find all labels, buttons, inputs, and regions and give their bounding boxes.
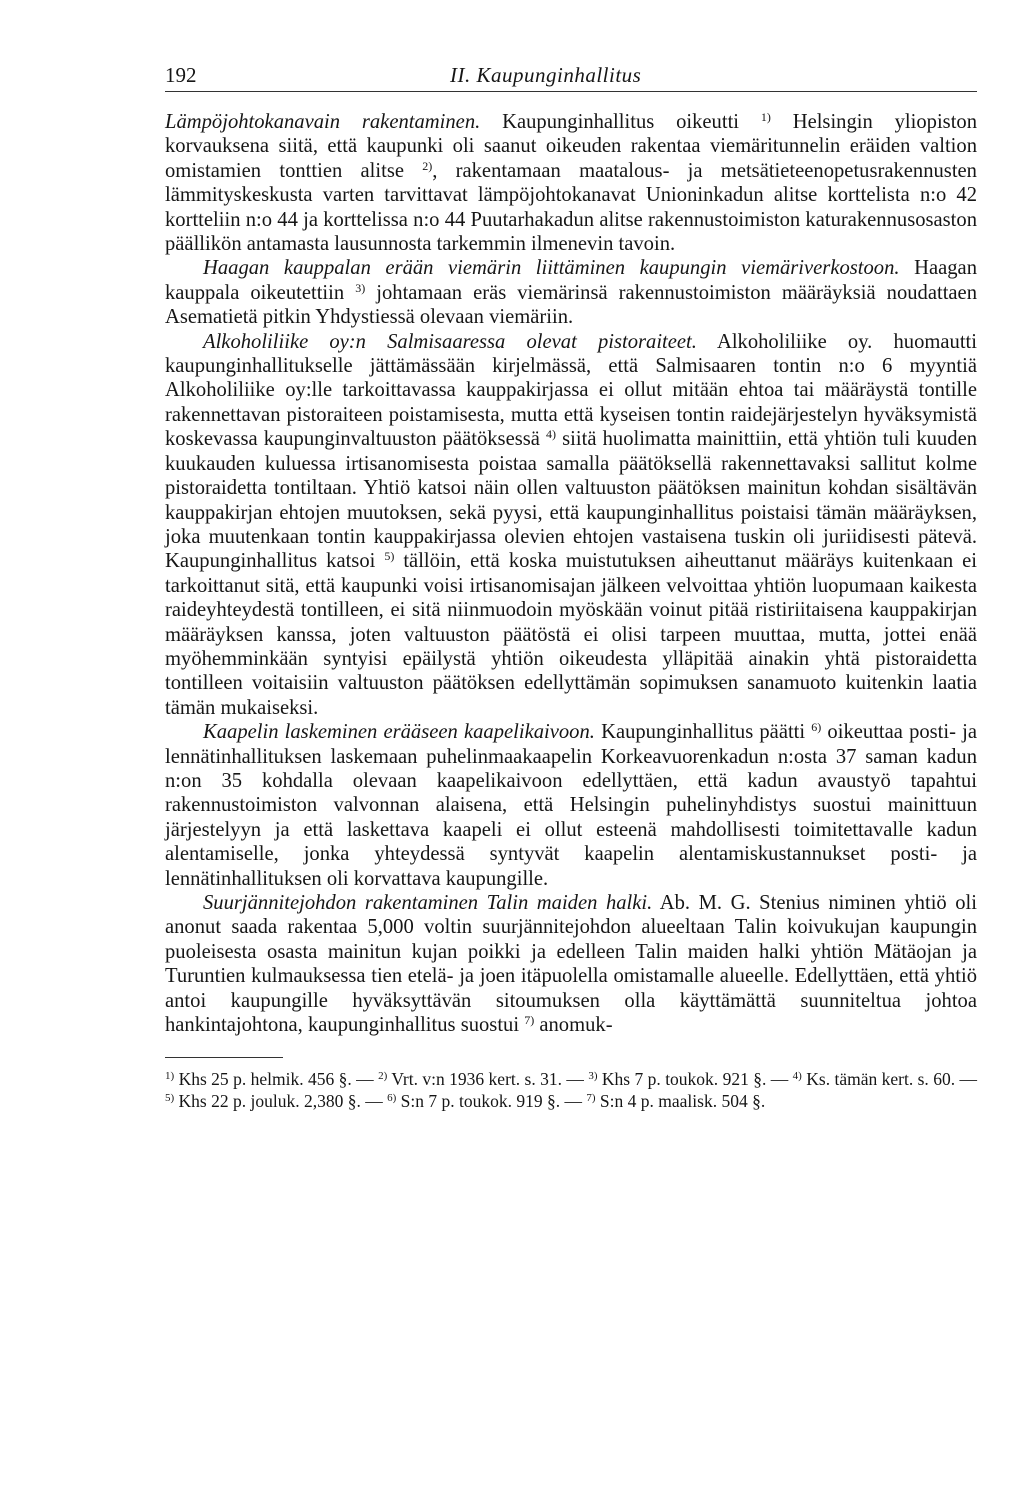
text-run: johtamaan eräs viemärinsä rakennustoimiston määräyksiä noudattaen Asematietä pitkin Yhdystiessä olevaan viemäriin. [165, 281, 977, 329]
footnote-reference: 4) [546, 427, 557, 442]
text-run: , rakentamaan maatalous- ja metsätieteenopetusrakennusten lämmityskeskusta varten tarvittavat lämpöjohtokanavat Unioninkadun alitse korttelista n:o 42 kortteliin n:o 44 ja korttelissa n:o 44 Puutarhakadun alitse rakennustoimiston katurakennusosaston päällikön antamasta lausunnosta tarkemmin ilmenevin tavoin. [165, 159, 977, 256]
section-heading: Haagan kauppalan erään viemärin liittäminen kaupungin viemäriverkostoon. [203, 257, 900, 280]
text-run: siitä huolimatta mainittiin, että yhtiön tuli kuuden kuukauden kuluessa irtisanomisesta poistaa samalla päätöksellä rakennettavaksi sallitut kolme pistoraidetta tontiltaan. Yhtiö katsoi näin ollen valtuuston päätöksen mainitun kohdan sisältävän kauppakirjan ehtojen muutoksen, sekä pyysi, että kaupunginhallitus poistaisi tämän määräyksen, joka muutenkaan tontin kauppakirjassa olevien ehtojen vastaisena tuskin oli juriidisesti pätevä. Kaupunginhallitus katsoi [165, 428, 978, 573]
text-run: tällöin, että koska muistutuksen aiheuttanut määräys kuitenkaan ei tarkoittanut sitä, että kaupunki voisi irtisanomisajan jälkeen velvoittaa yhtiön luopumaan kaikesta raideyhteydestä tontilleen, ei sitä niinmuodoin myöskään voinut pitää ristiriitaisena kauppakirjan määräyksen kanssa, joten valtuuston päätöstä ei olisi tarpeen muuttaa, mutta, jottei enää myöhemminkään syntyisi epäilystä yhtiön oikeudesta ylläpitää ainakin yhtä pistoraidetta tontilleen voitaisiin valtuuston päätöksen edellyttämän sopimuksen sanamuoto kuitenkin laatia tämän mukaiseksi. [165, 550, 977, 719]
text-run: S:n 4 p. maalisk. 504 §. [595, 1091, 766, 1112]
footnote-divider [165, 1057, 283, 1058]
paragraph [165, 256, 977, 329]
page-number: 192 [165, 63, 197, 87]
text-run: Khs 25 p. helmik. 456 §. — [174, 1069, 379, 1090]
section-heading: Kaapelin laskeminen erääseen kaapelikaivoon. [203, 721, 595, 744]
text-run: Alkoholiliike oy. huomautti kaupunginhallitukselle jättämässään kirjelmässä, että Salmisaaren tontin n:o 6 myyntiä Alkoholiliike oy:lle tarkoittavassa kauppakirjassa ei ollut mitään ehtoa tai määräystä tontille rakennettavan pistoraiteen poistamisesta, mutta että kyseisen tontin raidejärjestelyn hyväksymistä koskevassa kaupunginvaltuuston päätöksessä [165, 330, 977, 451]
footnote-reference: 5) [165, 1092, 175, 1105]
text-run: oikeuttaa posti- ja lennätinhallituksen laskemaan puhelinmaakaapelin Korkeavuorenkadun n:osta 37 saman kadun n:on 35 kohdalla olevaan kaapelikaivoon edellyttäen, että kadun avaustyö tapahtui rakennustoimiston valvonnan alaisena, että Helsingin puhelinyhdistys suostui mainittuun järjestelyyn ja että laskettava kaapeli ei ollut esteenä mahdollisesti toimitettavalle kadun alentamiselle, jonka yhteydessä syntyvät kaapelin alentamiskustannukset posti- ja lennätinhallituksen oli korvattava kaupungille. [165, 721, 977, 890]
footnote-reference: 7) [524, 1013, 535, 1028]
text-run: Helsingin yliopiston korvauksena siitä, että kaupunki oli saanut oikeuden rakentaa viemäritunnelin eräiden valtion omistamien tonttien alitse [165, 111, 978, 182]
paragraph [165, 891, 977, 1037]
section-heading: Suurjännitejohdon rakentaminen Talin maiden halki. [203, 892, 653, 914]
text-run: S:n 7 p. toukok. 919 §. — [396, 1091, 587, 1112]
footnote-reference: 4) [792, 1070, 802, 1083]
text-run: Khs 22 p. jouluk. 2,380 §. — [174, 1091, 388, 1112]
text-run: Haagan kauppala oikeutettiin [165, 257, 977, 304]
paragraph [165, 720, 977, 891]
footnote-reference: 3) [588, 1070, 598, 1083]
text-run: Vrt. v:n 1936 kert. s. 31. — [387, 1069, 589, 1090]
text-run: Ks. tämän kert. s. 60. — [801, 1069, 977, 1090]
text-run: Kaupunginhallitus päätti [594, 721, 812, 744]
text-run: anomuk- [534, 1014, 613, 1037]
section-heading: Alkoholiliike oy:n Salmisaaressa olevat pistoraiteet. [203, 330, 697, 353]
running-head [165, 55, 977, 92]
running-title: II. Kaupunginhallitus [450, 63, 642, 87]
footnotes [165, 1068, 977, 1112]
footnote-reference: 3) [355, 280, 366, 295]
paragraph-text [165, 331, 977, 719]
text-run: Khs 7 p. toukok. 921 §. — [597, 1069, 793, 1090]
footnote-reference: 2) [378, 1070, 388, 1083]
footnote-reference: 6) [387, 1092, 397, 1105]
text-run: Ab. M. G. Stenius niminen yhtiö oli anonut saada rakentaa 5,000 voltin suurjännitejohdon alueeltaan Talin koivukujan kaupungin puoleisesta osasta mainitun kujan poikki ja edelleen Talin maiden halki yhtiön Mätäojan ja Turuntien kulmauksessa tien etelä- ja joen itäpuolella omistamalle alueelle. Edellyttäen, että yhtiö antoi kaupungille hyväksyttävän sitoumuksen olla käyttämättä suunniteltua johtoa hankintajohtona, kaupunginhallitus suostui [165, 892, 978, 1037]
footnote-reference: 5) [384, 549, 395, 564]
footnote-reference: 1) [165, 1070, 175, 1083]
paragraph-text [165, 721, 977, 889]
section-heading: Lämpöjohtokanavain rakentaminen. [165, 111, 481, 133]
text-run: Kaupunginhallitus oikeutti [480, 111, 761, 133]
footnote-reference: 7) [586, 1092, 596, 1105]
document-page [165, 55, 977, 1112]
footnote-reference: 2) [422, 158, 433, 173]
paragraph [165, 110, 977, 256]
footnote-reference: 1) [760, 110, 771, 124]
body-text [165, 110, 977, 1037]
footnote-reference: 6) [811, 720, 822, 735]
paragraph [165, 330, 977, 721]
